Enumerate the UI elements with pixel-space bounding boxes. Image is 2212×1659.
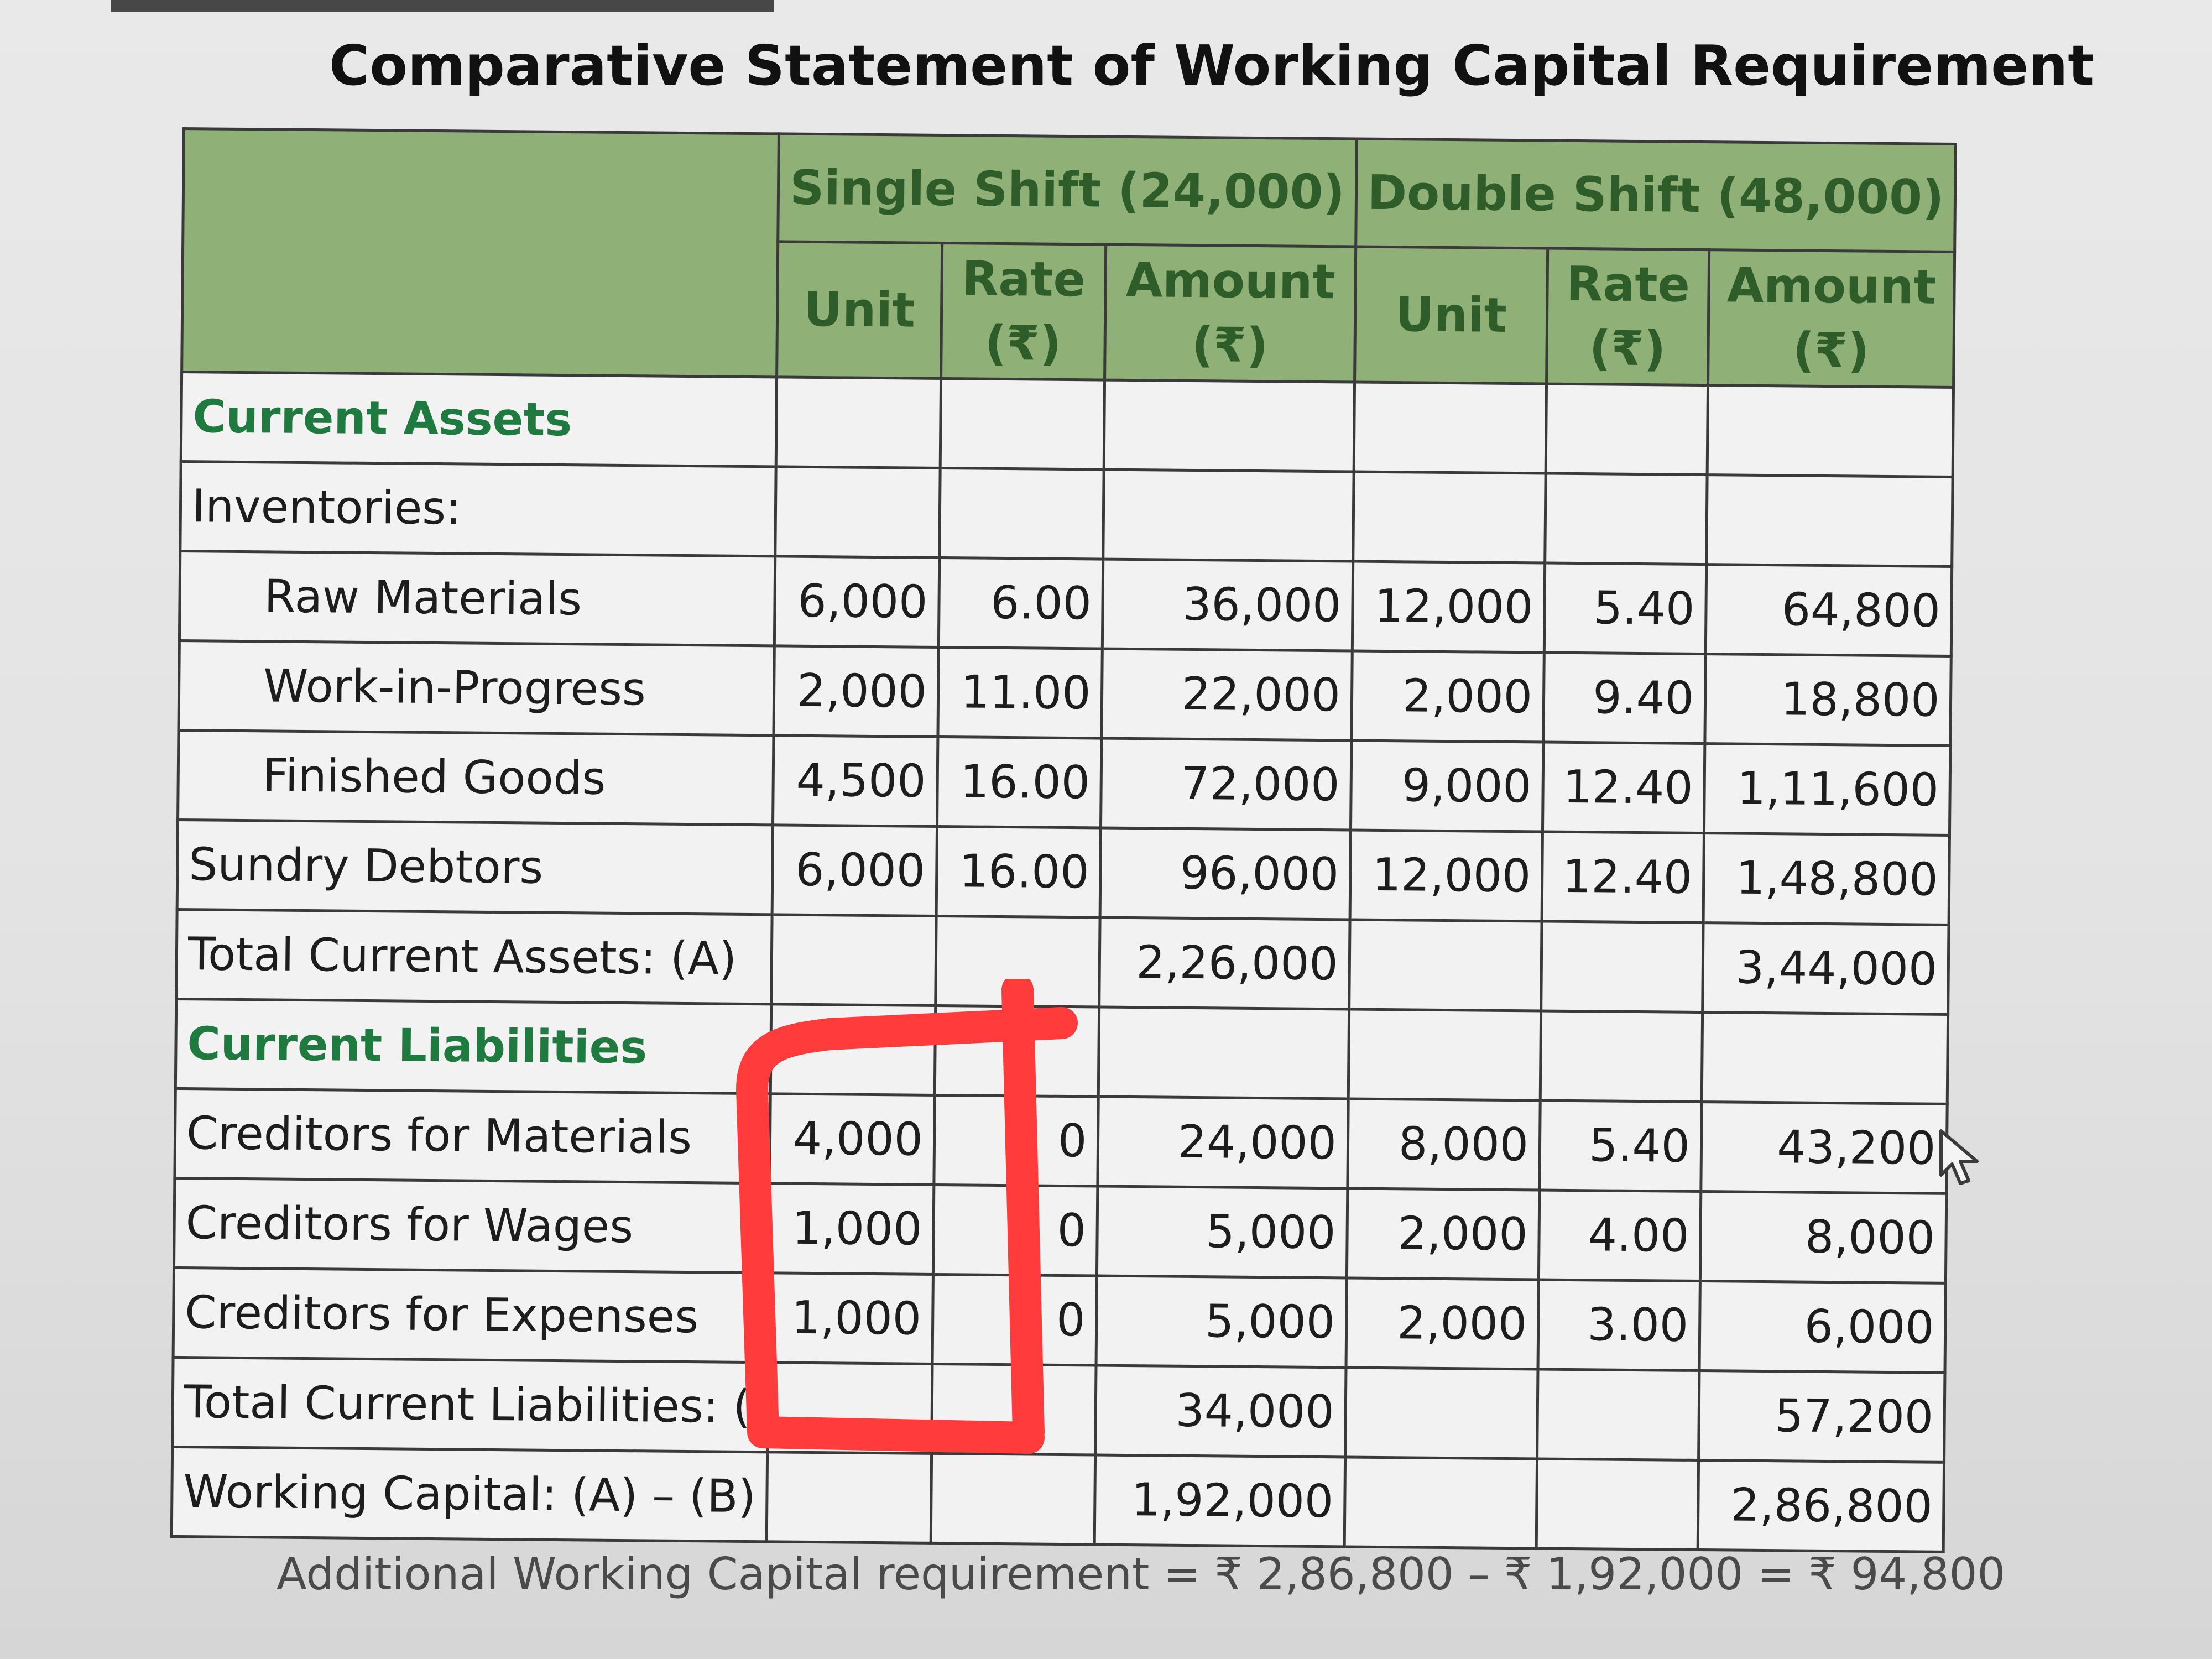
label-inventories: Inventories: — [180, 461, 776, 556]
cell: 4,500 — [773, 735, 938, 827]
cell: 12.40 — [1542, 742, 1704, 833]
cell: 36,000 — [1103, 559, 1353, 651]
cell: 4.00 — [1538, 1190, 1700, 1281]
table-row — [173, 1267, 1946, 1373]
cell: 6.00 — [938, 557, 1103, 649]
cell: 2,86,800 — [1698, 1460, 1944, 1552]
cell: 5,000 — [1096, 1276, 1347, 1368]
cell — [771, 915, 936, 1006]
section-current-liabilities: Current Liabilities — [175, 999, 771, 1093]
header-rate-single: Rate (₹) — [941, 243, 1106, 380]
cell: 11.00 — [938, 647, 1103, 738]
header-rate-double: Rate (₹) — [1546, 248, 1709, 385]
cell: 2,000 — [1352, 651, 1545, 742]
cell: 8,000 — [1348, 1099, 1541, 1190]
cell: 64,800 — [1705, 565, 1952, 656]
label-total-current-liabilities: Total Current Liabilities: ( — [173, 1357, 769, 1452]
cell — [1537, 1369, 1699, 1460]
header-amount-double: Amount (₹) — [1708, 250, 1955, 388]
cell — [768, 1363, 932, 1454]
additional-requirement-note: Additional Working Capital requirement = ₹ 2,86,800 – ₹ 1,92,000 = ₹ 94,800 — [276, 1548, 2006, 1600]
cell: 8,000 — [1700, 1192, 1947, 1284]
label-creditors-wages: Creditors for Wages — [174, 1178, 770, 1272]
table-row — [171, 1447, 1944, 1552]
cell: 6,000 — [1699, 1281, 1946, 1373]
cell: 72,000 — [1101, 738, 1352, 830]
cell: 22,000 — [1102, 649, 1352, 740]
cell: 5.40 — [1540, 1100, 1702, 1192]
page-title: Comparative Statement of Working Capital Requirement — [329, 33, 2095, 98]
cell: 57,200 — [1698, 1371, 1945, 1463]
cell: 1,48,800 — [1703, 833, 1950, 925]
label-creditors-expenses: Creditors for Expenses — [173, 1267, 769, 1362]
cell: 0 — [933, 1185, 1098, 1276]
cell — [1344, 1457, 1537, 1548]
cell — [1541, 921, 1703, 1013]
cell: 1,000 — [768, 1273, 933, 1364]
header-unit-double: Unit — [1354, 247, 1547, 384]
cell: 9,000 — [1350, 740, 1543, 832]
header-blank — [182, 129, 779, 377]
label-working-capital: Working Capital: (A) – (B) — [171, 1447, 768, 1541]
table-row — [173, 1357, 1945, 1462]
cropped-top-edge — [111, 0, 774, 12]
cell: 5,000 — [1097, 1186, 1348, 1278]
table-row — [177, 820, 1950, 925]
label-finished-goods: Finished Goods — [178, 730, 774, 825]
table-row — [179, 640, 1952, 745]
cell — [931, 1453, 1095, 1545]
cell: 12,000 — [1352, 561, 1545, 653]
table-row — [178, 730, 1951, 835]
cell: 4,000 — [770, 1094, 935, 1185]
label-raw-materials: Raw Materials — [179, 551, 775, 645]
cell: 3,44,000 — [1702, 923, 1949, 1015]
cell — [766, 1452, 931, 1543]
cell: 2,000 — [774, 646, 938, 737]
cell: 2,000 — [1347, 1188, 1540, 1280]
row-inventories — [180, 461, 1953, 566]
section-current-assets: Current Assets — [181, 372, 777, 467]
cell: 24,000 — [1098, 1097, 1348, 1188]
cell: 1,11,600 — [1704, 744, 1950, 836]
cell: 2,26,000 — [1099, 917, 1350, 1009]
label-sundry-debtors: Sundry Debtors — [177, 820, 773, 914]
cell — [931, 1364, 1096, 1455]
label-total-current-assets: Total Current Assets: (A) — [176, 909, 773, 1004]
header-unit-single: Unit — [777, 242, 942, 379]
cell: 3.00 — [1538, 1280, 1700, 1371]
cell: 34,000 — [1095, 1365, 1346, 1457]
cell — [1536, 1459, 1698, 1550]
mouse-pointer-icon — [1938, 1128, 1983, 1189]
cell: 96,000 — [1100, 828, 1350, 920]
cell — [1345, 1368, 1538, 1459]
table-row — [175, 1088, 1948, 1193]
cell: 2,000 — [1346, 1278, 1539, 1369]
header-amount-single: Amount (₹) — [1105, 244, 1356, 382]
working-capital-table — [170, 127, 1957, 1553]
header-single-shift: Single Shift (24,000) — [778, 134, 1357, 247]
table-row — [174, 1178, 1947, 1283]
cell: 1,92,000 — [1094, 1455, 1345, 1547]
cell: 1,000 — [769, 1183, 934, 1275]
cell: 43,200 — [1701, 1102, 1948, 1194]
cell: 16.00 — [936, 826, 1101, 917]
cell: 6,000 — [775, 556, 940, 648]
cell — [935, 916, 1100, 1007]
cell: 16.00 — [937, 737, 1102, 828]
table-row — [179, 551, 1952, 656]
cell: 0 — [934, 1095, 1099, 1186]
header-double-shift: Double Shift (48,000) — [1355, 139, 1955, 252]
cell: 0 — [932, 1274, 1097, 1365]
table-row — [176, 909, 1949, 1014]
cell: 6,000 — [772, 825, 937, 916]
row-current-assets — [181, 372, 1954, 477]
cell: 9.40 — [1543, 653, 1705, 744]
label-wip: Work-in-Progress — [179, 640, 775, 735]
cell: 12.40 — [1542, 832, 1704, 923]
cell: 12,000 — [1350, 830, 1543, 921]
label-creditors-materials: Creditors for Materials — [175, 1088, 771, 1183]
cell — [1349, 920, 1542, 1011]
cell: 18,800 — [1705, 654, 1952, 746]
row-current-liabilities — [175, 999, 1948, 1104]
cell: 5.40 — [1544, 563, 1706, 654]
